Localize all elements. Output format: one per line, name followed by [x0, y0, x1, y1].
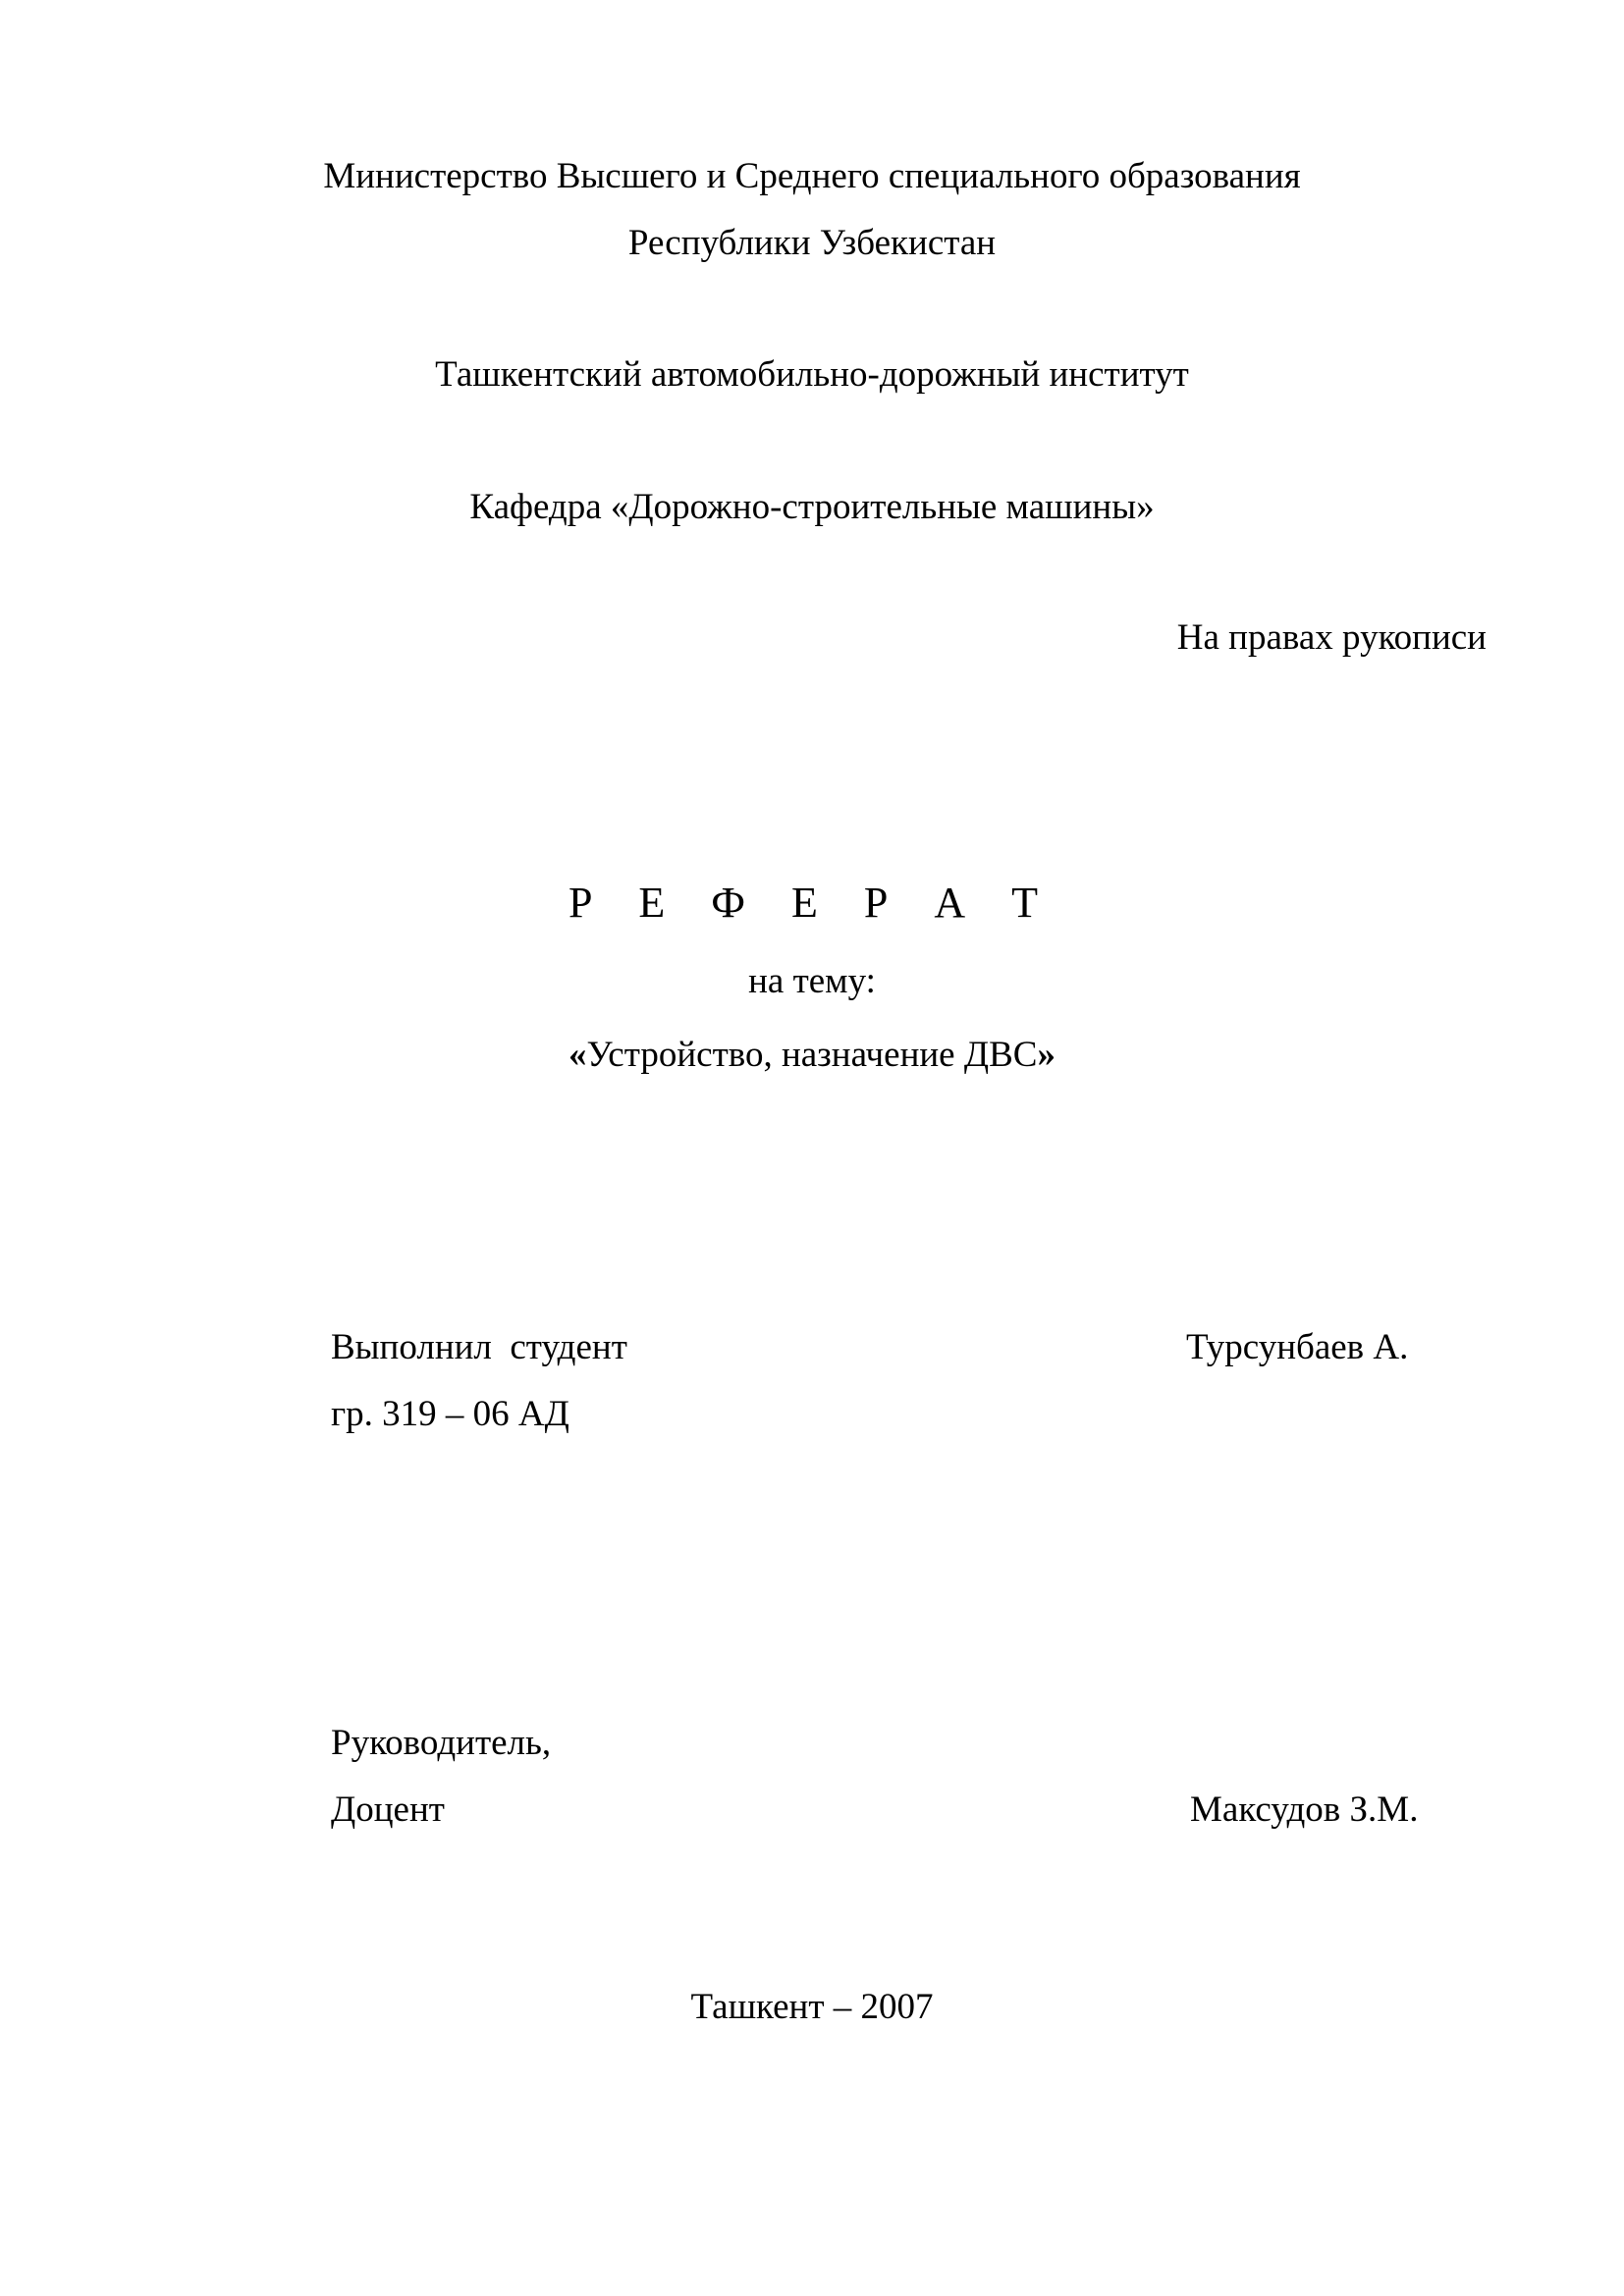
topic-open-quote: « [568, 1035, 587, 1075]
student-group: гр. 319 – 06 АД [331, 1394, 569, 1434]
ministry-line-2: Республики Узбекистан [627, 223, 997, 263]
topic-text: Устройство, назначение ДВС [586, 1035, 1038, 1075]
supervisor-name: Максудов З.М. [1190, 1789, 1419, 1830]
student-name: Турсунбаев А. [1186, 1327, 1409, 1367]
topic-close-quote: » [1037, 1035, 1056, 1075]
topic [0, 1034, 1624, 1077]
rights-note: На правах рукописи [1176, 617, 1487, 658]
student-label: Выполнил студент [331, 1327, 627, 1367]
institute-name: Ташкентский автомобильно-дорожный институт [435, 354, 1189, 395]
supervisor-label-1: Руководитель, [331, 1723, 552, 1763]
ministry-line-1: Министерство Высшего и Среднего специального образования [323, 156, 1301, 196]
document-type-title: Р Е Ф Е Р А Т [568, 879, 1056, 927]
supervisor-label-2: Доцент [331, 1789, 445, 1830]
subtitle: на тему: [748, 961, 876, 1001]
city-year: Ташкент – 2007 [690, 1987, 934, 2027]
department-name: Кафедра «Дорожно-строительные машины» [469, 487, 1155, 527]
